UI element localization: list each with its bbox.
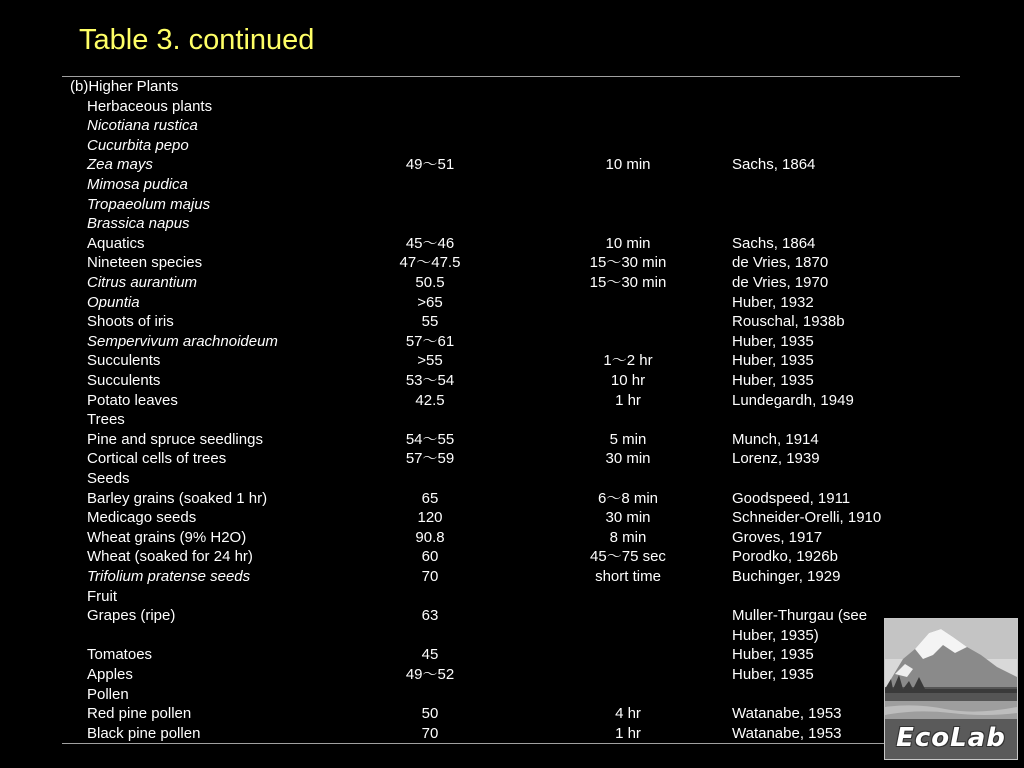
row-name: Trees — [87, 411, 125, 429]
row-name: Tomatoes — [87, 646, 153, 664]
row-duration: 10 min — [605, 156, 651, 174]
row-reference: de Vries, 1970 — [732, 274, 829, 291]
row-reference: Muller-Thurgau (see — [732, 607, 868, 625]
row-temperature: 47～47.5 — [399, 254, 461, 272]
row-reference: Sachs, 1864 — [732, 234, 816, 252]
row-reference: Schneider-Orelli, 1910 — [732, 509, 882, 527]
row-reference: Lundegardh, 1949 — [732, 391, 854, 409]
row-name: Aquatics — [87, 234, 145, 252]
row-temperature: 50.5 — [415, 274, 445, 291]
row-name: Brassica napus — [87, 215, 190, 233]
row-duration: 1 hr — [615, 391, 641, 409]
row-name: Barley grains (soaked 1 hr) — [87, 489, 268, 507]
row-name: Zea mays — [87, 156, 153, 174]
row-temperature: >55 — [417, 352, 443, 370]
row-reference: Huber, 1932 — [732, 293, 814, 311]
row-name: Wheat (soaked for 24 hr) — [87, 548, 253, 566]
row-duration: 1～2 hr — [603, 352, 653, 370]
row-reference: Huber, 1935) — [732, 626, 819, 644]
slide-title: Table 3. continued — [79, 24, 315, 56]
row-temperature: 120 — [417, 509, 443, 527]
ecolab-logo — [884, 618, 1018, 760]
row-duration: 8 min — [609, 528, 647, 546]
row-temperature: 70 — [421, 568, 439, 585]
row-temperature: 49～52 — [405, 666, 455, 683]
row-temperature: >65 — [417, 293, 443, 311]
row-duration: short time — [595, 568, 661, 585]
row-name: Succulents — [87, 372, 161, 389]
row-name: Cucurbita pepo — [87, 136, 189, 154]
row-duration: 6～8 min — [597, 489, 659, 507]
row-duration: 15～30 min — [589, 254, 667, 272]
row-duration: 10 hr — [610, 372, 646, 389]
row-reference: Huber, 1935 — [732, 352, 814, 370]
row-temperature: 70 — [421, 724, 439, 742]
row-name: Apples — [87, 666, 133, 683]
row-reference: Watanabe, 1953 — [732, 724, 842, 742]
row-reference: Watanabe, 1953 — [732, 705, 842, 723]
row-name: Grapes (ripe) — [87, 607, 176, 625]
row-temperature: 65 — [421, 489, 439, 507]
table-bottom-rule — [62, 743, 960, 744]
row-name: Succulents — [87, 352, 161, 370]
row-temperature: 57～61 — [405, 332, 455, 350]
row-name: Fruit — [87, 587, 117, 605]
row-name: (b)Higher Plants — [70, 78, 179, 95]
row-temperature: 42.5 — [415, 391, 445, 409]
row-name: Red pine pollen — [87, 705, 192, 723]
row-temperature: 63 — [421, 607, 439, 625]
row-temperature: 54～55 — [405, 430, 455, 448]
row-reference: Sachs, 1864 — [732, 156, 816, 174]
row-reference: Rouschal, 1938b — [732, 313, 845, 331]
row-temperature: 90.8 — [415, 528, 445, 546]
row-reference: Goodspeed, 1911 — [732, 489, 851, 507]
row-duration: 10 min — [605, 234, 651, 252]
row-temperature: 53～54 — [405, 372, 455, 389]
row-name: Black pine pollen — [87, 724, 201, 742]
row-temperature: 60 — [421, 548, 439, 566]
row-name: Shoots of iris — [87, 313, 174, 331]
table-top-rule — [62, 76, 960, 77]
row-temperature: 45～46 — [405, 234, 455, 252]
row-reference: Huber, 1935 — [732, 372, 814, 389]
row-temperature: 49～51 — [405, 156, 455, 174]
row-temperature: 55 — [421, 313, 439, 331]
row-name: Citrus aurantium — [87, 274, 198, 291]
row-name: Tropaeolum majus — [87, 195, 211, 213]
row-duration: 4 hr — [615, 705, 641, 723]
row-temperature: 50 — [421, 705, 439, 723]
row-duration: 15～30 min — [589, 274, 667, 291]
row-name: Seeds — [87, 470, 130, 487]
row-reference: Huber, 1935 — [732, 666, 814, 683]
row-temperature: 57～59 — [405, 450, 455, 468]
row-reference: Buchinger, 1929 — [732, 568, 841, 585]
row-reference: Groves, 1917 — [732, 528, 823, 546]
row-name: Pine and spruce seedlings — [87, 430, 263, 448]
row-duration: 30 min — [605, 450, 651, 468]
row-name: Opuntia — [87, 293, 140, 311]
row-duration: 1 hr — [615, 724, 641, 742]
row-reference: Porodko, 1926b — [732, 548, 838, 566]
row-name: Sempervivum arachnoideum — [87, 332, 278, 350]
row-temperature: 45 — [421, 646, 439, 664]
row-reference: Munch, 1914 — [732, 430, 819, 448]
row-reference: Huber, 1935 — [732, 646, 814, 664]
row-duration: 30 min — [605, 509, 651, 527]
row-reference: Lorenz, 1939 — [732, 450, 820, 468]
row-duration: 5 min — [609, 430, 647, 448]
row-name: Trifolium pratense seeds — [87, 568, 251, 585]
row-name: Pollen — [87, 685, 129, 703]
row-name: Potato leaves — [87, 391, 178, 409]
row-name: Nineteen species — [87, 254, 203, 272]
row-reference: Huber, 1935 — [732, 332, 814, 350]
logo-text: EcoLab — [896, 723, 1006, 753]
row-name: Medicago seeds — [87, 509, 197, 527]
row-reference: de Vries, 1870 — [732, 254, 829, 272]
row-name: Herbaceous plants — [87, 97, 213, 115]
row-duration: 45～75 sec — [590, 548, 666, 566]
row-name: Nicotiana rustica — [87, 117, 198, 135]
row-name: Cortical cells of trees — [87, 450, 227, 468]
row-name: Wheat grains (9% H2O) — [87, 528, 247, 546]
row-name: Mimosa pudica — [87, 176, 188, 193]
